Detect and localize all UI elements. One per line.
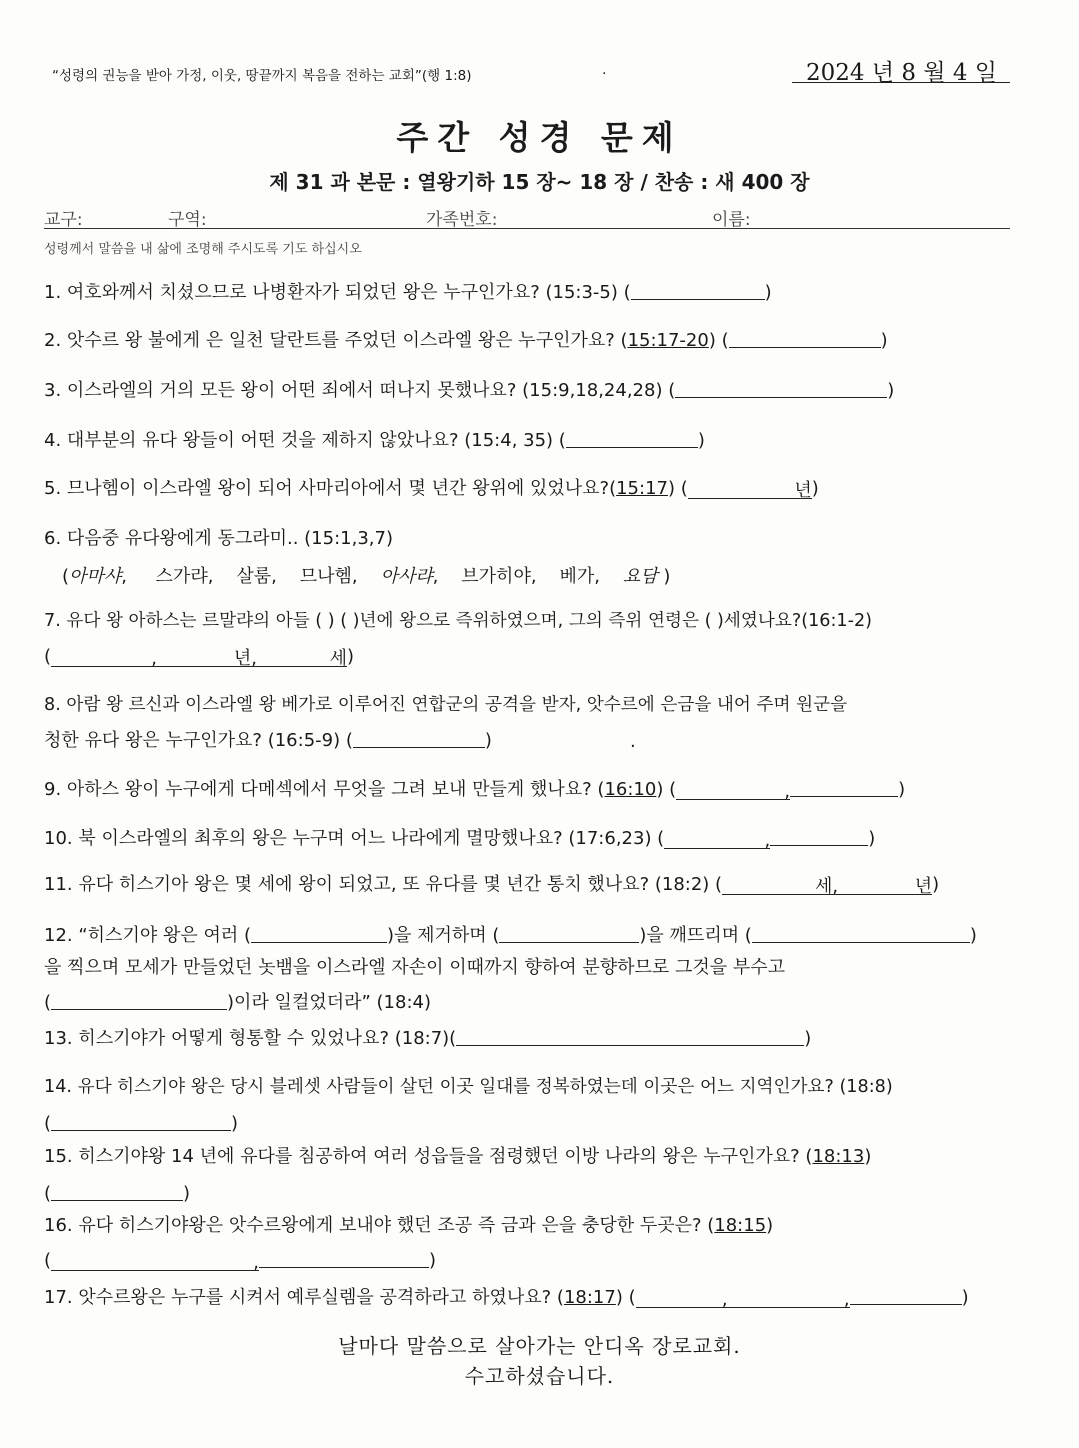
answer-blank[interactable]: , bbox=[51, 648, 157, 667]
answer-blank[interactable]: 년 bbox=[688, 480, 812, 499]
family-number-label: 가족번호: bbox=[426, 210, 498, 230]
answer-blank[interactable]: 세, bbox=[722, 876, 838, 895]
name-label: 이름: bbox=[712, 210, 751, 230]
option-azariah[interactable]: 아사랴 bbox=[380, 566, 433, 587]
answer-blank[interactable] bbox=[51, 1182, 183, 1201]
area-label: 구역: bbox=[168, 210, 207, 230]
answer-blank[interactable] bbox=[729, 329, 881, 348]
member-info-row bbox=[44, 204, 1010, 229]
option-amaziah[interactable]: 아마샤 bbox=[69, 566, 122, 587]
question-8-line2: 청한 유다 왕은 누구인가요? (16:5-9) ( ) bbox=[44, 730, 492, 751]
question-10: 10. 북 이스라엘의 최후의 왕은 누구며 어느 나라에게 멸망했나요? (17:6,23) ( , ) bbox=[44, 828, 876, 851]
answer-blank[interactable] bbox=[675, 379, 887, 398]
option-menahem[interactable]: 므나헴 bbox=[299, 566, 352, 587]
question-15-answer: ( ) bbox=[44, 1183, 191, 1204]
question-11: 11. 유다 히스기아 왕은 몇 세에 왕이 되었고, 또 유다를 몇 년간 통치 했나요? (18:2) ( 세, 년) bbox=[44, 874, 940, 897]
answer-blank[interactable] bbox=[251, 924, 387, 943]
question-4: 4. 대부분의 유다 왕들이 어떤 것을 제하지 않았나요? (15:4, 35) ( ) bbox=[44, 430, 705, 451]
king-options: (아마샤, 스가랴, 살룸, 므나헴, 아사랴, 브가히야, 베가, 요담 ) bbox=[62, 566, 671, 587]
answer-blank[interactable]: , bbox=[636, 1289, 728, 1308]
closing-thanks-line: 수고하셨습니다. bbox=[464, 1364, 615, 1388]
option-shallum[interactable]: 살룸 bbox=[236, 566, 272, 587]
answer-blank[interactable] bbox=[566, 429, 698, 448]
answer-blank[interactable] bbox=[850, 1286, 962, 1305]
question-7-answers: ( , 년, 세) bbox=[44, 646, 355, 669]
answer-blank[interactable] bbox=[456, 1027, 804, 1046]
question-14: 14. 유다 히스기야 왕은 당시 블레셋 사람들이 살던 이곳 일대를 정복하였는데 이곳은 어느 지역인가요? (18:8) bbox=[44, 1077, 893, 1097]
answer-blank[interactable] bbox=[752, 924, 970, 943]
question-12: 12. “히스기야 왕은 여러 ( )을 제거하며 ( )을 깨뜨리며 ( ) bbox=[44, 925, 977, 946]
answer-blank[interactable] bbox=[259, 1249, 429, 1268]
question-7: 7. 유다 왕 아하스는 르말랴의 아들 ( ) ( )년에 왕으로 즉위하였으며, 그의 즉위 연령은 ( )세였나요?(16:1-2) bbox=[44, 611, 873, 631]
answer-blank[interactable] bbox=[353, 729, 485, 748]
question-14-answer: ( ) bbox=[44, 1113, 239, 1134]
question-2: 2. 앗수르 왕 불에게 은 일천 달란트를 주었던 이스라엘 왕은 누구인가요? (15:17-20) ( ) bbox=[44, 330, 888, 351]
option-pekahiah[interactable]: 브가히야 bbox=[461, 566, 531, 587]
question-3: 3. 이스라엘의 거의 모든 왕이 어떤 죄에서 떠나지 못했나요? (15:9,18,24,28) ( ) bbox=[44, 380, 895, 401]
church-motto: “성령의 권능을 받아 가정, 이웃, 땅끝까지 복음을 전하는 교회”(행 1:8) bbox=[52, 68, 472, 84]
date-underline bbox=[792, 82, 1010, 83]
answer-blank[interactable]: , bbox=[664, 830, 770, 849]
answer-blank[interactable] bbox=[51, 991, 227, 1010]
question-1: 1. 여호와께서 치셨으므로 나병환자가 되었던 왕은 누구인가요? (15:3-5) ( ) bbox=[44, 282, 772, 303]
answer-blank[interactable] bbox=[51, 1112, 231, 1131]
answer-blank[interactable]: , bbox=[728, 1289, 850, 1308]
answer-blank[interactable]: 년 bbox=[838, 876, 932, 895]
question-12-line3: ( )이라 일컬었더라” (18:4) bbox=[44, 992, 432, 1013]
page-title: 주간 성경 문제 bbox=[396, 118, 683, 157]
stray-dot: . bbox=[602, 62, 607, 78]
question-12-line2: 을 찍으며 모세가 만들었던 놋뱀을 이스라엘 자손이 이때까지 향하여 분향하므로 그것을 부수고 bbox=[44, 957, 786, 978]
option-zechariah[interactable]: 스가랴 bbox=[155, 566, 208, 587]
answer-blank[interactable] bbox=[499, 924, 639, 943]
option-pekah[interactable]: 베가 bbox=[559, 566, 595, 587]
worksheet-date: 2024 년 8 월 4 일 bbox=[806, 60, 998, 86]
answer-blank[interactable] bbox=[790, 778, 898, 797]
answer-blank[interactable] bbox=[770, 827, 868, 846]
question-13: 13. 히스기야가 어떻게 형통할 수 있었나요? (18:7)( ) bbox=[44, 1028, 812, 1049]
question-17: 17. 앗수르왕은 누구를 시켜서 예루실렘을 공격하라고 하였나요? (18:17) ( , , ) bbox=[44, 1287, 969, 1310]
question-16: 16. 유다 히스기야왕은 앗수르왕에게 보내야 했던 조공 즉 금과 은을 충당한 두곳은? (18:15) bbox=[44, 1215, 774, 1236]
answer-blank[interactable]: 세 bbox=[257, 648, 347, 667]
answer-blank[interactable] bbox=[631, 281, 765, 300]
lesson-subtitle: 제 31 과 본문 : 열왕기하 15 장~ 18 장 / 찬송 : 새 400 장 bbox=[269, 170, 810, 194]
answer-blank[interactable]: , bbox=[51, 1252, 259, 1271]
prayer-instruction: 성령께서 말씀을 내 삶에 조명해 주시도록 기도 하십시오 bbox=[44, 242, 362, 257]
question-9: 9. 아하스 왕이 누구에게 다메섹에서 무엇을 그려 보내 만들게 했나요? (16:10) ( , ) bbox=[44, 779, 906, 802]
question-8: 8. 아람 왕 르신과 이스라엘 왕 베가로 이루어진 연합군의 공격을 받자, 앗수르에 은금을 내어 주며 원군을 bbox=[44, 695, 848, 715]
answer-blank[interactable]: 년, bbox=[157, 648, 257, 667]
answer-blank[interactable]: , bbox=[676, 781, 790, 800]
district-label: 교구: bbox=[44, 210, 83, 230]
option-jotham[interactable]: 요담 bbox=[622, 566, 658, 587]
question-15: 15. 히스기야왕 14 년에 유다를 침공하여 여러 성읍들을 점령했던 이방 나라의 왕은 누구인가요? (18:13) bbox=[44, 1146, 872, 1167]
question-16-answer: ( , ) bbox=[44, 1250, 437, 1273]
closing-church-line: 날마다 말씀으로 살아가는 안디옥 장로교회. bbox=[338, 1334, 741, 1358]
question-6: 6. 다음중 유다왕에게 동그라미.. (15:1,3,7) bbox=[44, 528, 393, 549]
stray-dot: . bbox=[630, 731, 636, 752]
question-5: 5. 므나헴이 이스라엘 왕이 되어 사마리아에서 몇 년간 왕위에 있었나요?(15:17) ( 년) bbox=[44, 478, 819, 501]
